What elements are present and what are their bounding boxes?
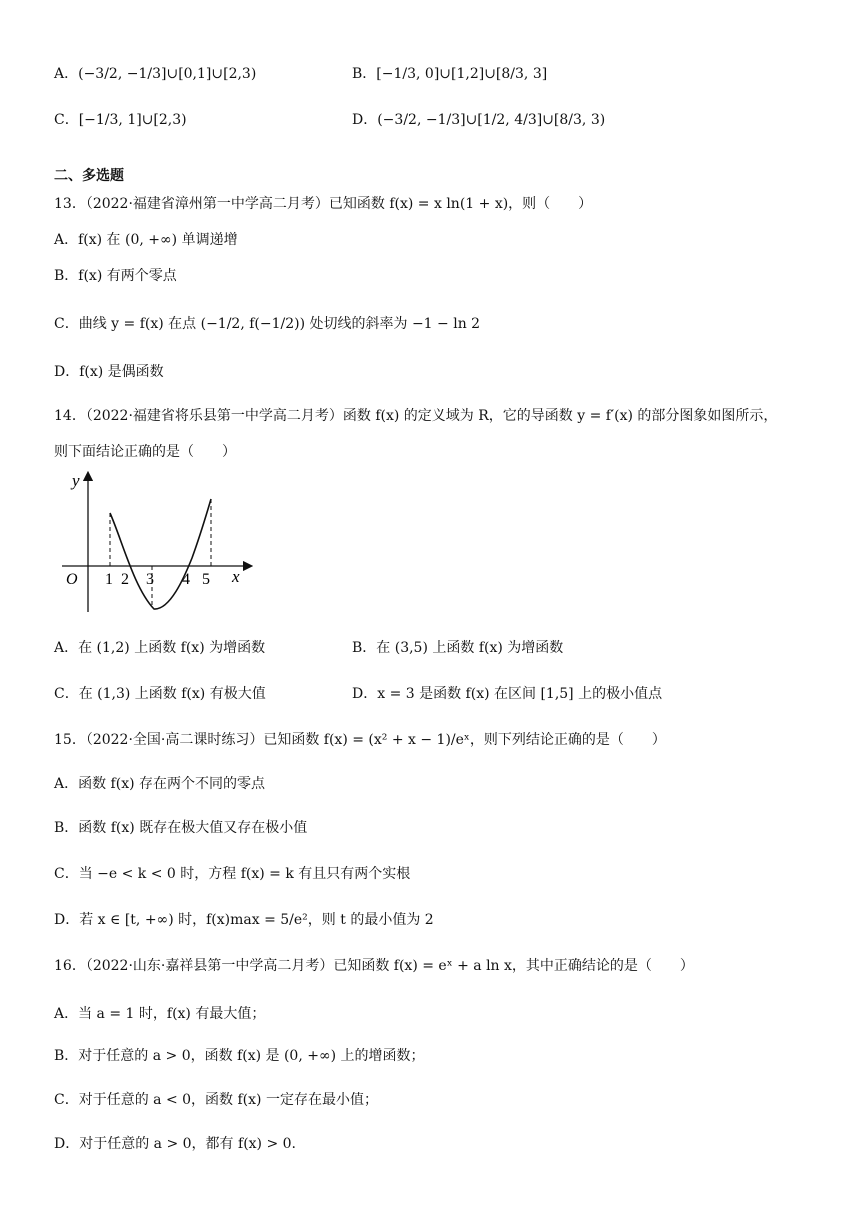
q13-option-a: A．f(x) 在 (0, +∞) 单调递增 [54, 232, 238, 248]
tick-label-3: 3 [146, 571, 154, 588]
q13-stem: 13．（2022·福建省漳州第一中学高二月考）已知函数 f(x) = x ln(1 + x)，则（ ） [54, 196, 593, 212]
q13-option-d: D．f(x) 是偶函数 [54, 364, 164, 380]
origin-label: O [66, 571, 78, 588]
section-title-multi-choice: 二、多选题 [54, 168, 124, 184]
q16-option-c: C．对于任意的 a < 0，函数 f(x) 一定存在最小值； [54, 1092, 378, 1108]
q16-stem: 16．（2022·山东·嘉祥县第一中学高二月考）已知函数 f(x) = eˣ + a ln x，其中正确结论的是（ ） [54, 958, 694, 974]
q15-option-b: B．函数 f(x) 既存在极大值又存在极小值 [54, 820, 308, 836]
tick-label-2: 2 [121, 571, 129, 588]
q14-option-d: D．x = 3 是函数 f(x) 在区间 [1,5] 上的极小值点 [352, 686, 663, 702]
q15-stem: 15．（2022·全国·高二课时练习）已知函数 f(x) = (x² + x − 1)/eˣ，则下列结论正确的是（ ） [54, 732, 666, 748]
y-axis-label: y [72, 471, 80, 490]
q16-option-a: A．当 a = 1 时，f(x) 有最大值； [54, 1006, 266, 1022]
q14-option-a: A．在 (1,2) 上函数 f(x) 为增函数 [54, 640, 266, 656]
tick-label-1: 1 [105, 571, 113, 588]
q14-option-b: B．在 (3,5) 上函数 f(x) 为增函数 [352, 640, 564, 656]
q14-stem-cont: 则下面结论正确的是（ ） [54, 444, 236, 460]
derivative-graph [60, 470, 260, 620]
q16-option-d: D．对于任意的 a > 0，都有 f(x) > 0. [54, 1136, 296, 1152]
q14-stem: 14．（2022·福建省将乐县第一中学高二月考）函数 f(x) 的定义域为 R，它的导函数 y = f′(x) 的部分图象如图所示， [54, 408, 778, 424]
tick-label-4: 4 [182, 571, 190, 588]
q12-option-b: B．[−1/3, 0]∪[1,2]∪[8/3, 3] [352, 66, 548, 82]
q15-option-a: A．函数 f(x) 存在两个不同的零点 [54, 776, 266, 792]
q13-option-c: C．曲线 y = f(x) 在点 (−1/2, f(−1/2)) 处切线的斜率为 −1 − ln 2 [54, 316, 481, 332]
q12-option-a: A．(−3/2, −1/3]∪[0,1]∪[2,3) [54, 66, 257, 82]
x-axis-label: x [232, 567, 240, 586]
q15-option-d: D．若 x ∈ [t, +∞) 时，f(x)max = 5/e²，则 t 的最小值为 2 [54, 912, 434, 928]
q12-option-d: D．(−3/2, −1/3]∪[1/2, 4/3]∪[8/3, 3) [352, 112, 606, 128]
tick-label-5: 5 [202, 571, 210, 588]
q12-option-c: C．[−1/3, 1]∪[2,3) [54, 112, 187, 128]
q13-option-b: B．f(x) 有两个零点 [54, 268, 177, 284]
q16-option-b: B．对于任意的 a > 0，函数 f(x) 是 (0, +∞) 上的增函数； [54, 1048, 425, 1064]
derivative-curve [110, 499, 211, 609]
q14-option-c: C．在 (1,3) 上函数 f(x) 有极大值 [54, 686, 266, 702]
q15-option-c: C．当 −e < k < 0 时，方程 f(x) = k 有且只有两个实根 [54, 866, 411, 882]
